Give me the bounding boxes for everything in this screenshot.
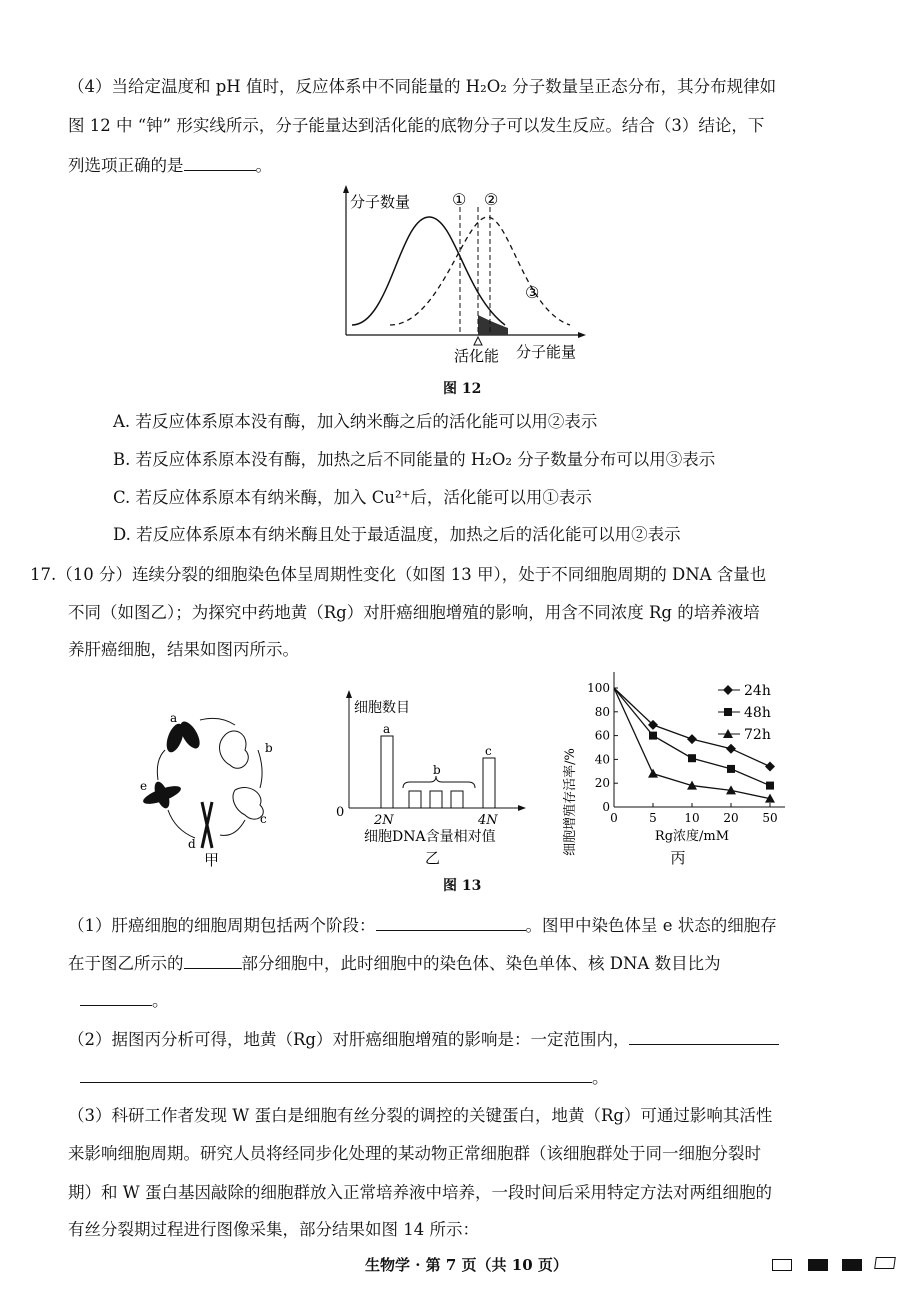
data-point-48h xyxy=(649,732,657,740)
answer-blank xyxy=(184,154,256,171)
y-axis-label: 细胞增殖存活率/% xyxy=(563,748,578,856)
data-point-48h xyxy=(727,765,735,773)
x-tick-label: 50 xyxy=(762,811,778,825)
data-point-48h xyxy=(688,754,696,762)
q17-line1: 17.（10 分）连续分裂的细胞染色体呈周期性变化（如图 13 甲），处于不同细胞周期的 DNA 含量也 xyxy=(30,565,767,584)
text: 部分细胞中，此时细胞中的染色体、染色单体、核 DNA 数目比为 xyxy=(241,954,721,973)
stage-d: d xyxy=(188,837,196,851)
mark-1: ① xyxy=(452,190,467,209)
x-axis-label: 细胞DNA含量相对值 xyxy=(364,829,496,845)
figure-13-caption: 图 13 xyxy=(443,878,482,894)
bing-label: 丙 xyxy=(670,849,686,867)
text: 。 xyxy=(255,156,272,175)
mark-2: ② xyxy=(484,190,499,209)
q17-3-line3: 期）和 W 蛋白基因敲除的细胞群放入正常培养液中培养，一段时间后采用特定方法对两组细胞的 xyxy=(68,1183,772,1202)
y-axis-label: 分子数量 xyxy=(350,193,411,211)
option-d: D. 若反应体系原本有纳米酶且处于最适温度，加热之后的活化能可以用②表示 xyxy=(113,525,681,544)
yi-label: 乙 xyxy=(425,849,441,867)
q17-3-line4: 有丝分裂期过程进行图像采集，部分结果如图 14 所示： xyxy=(68,1220,479,1239)
q17-line3: 养肝癌细胞，结果如图丙所示。 xyxy=(68,640,299,659)
text: （2）据图丙分析可得，地黄（Rg）对肝癌细胞增殖的影响是：一定范围内， xyxy=(68,1030,630,1049)
tick-4n: 4N xyxy=(478,813,498,828)
y-tick-label: 100 xyxy=(587,681,610,695)
q17-3-line1: （3）科研工作者发现 W 蛋白是细胞有丝分裂的调控的关键蛋白，地黄（Rg）可通过影响其活性 xyxy=(68,1106,773,1125)
answer-blank xyxy=(629,1028,779,1045)
registration-mark-icon xyxy=(842,1259,862,1271)
q17-1-line3 xyxy=(80,989,169,1012)
q16-4-line1: （4）当给定温度和 pH 值时，反应体系中不同能量的 H₂O₂ 分子数量呈正态分布，其分布规律如 xyxy=(68,77,777,96)
x-tick-label: 10 xyxy=(684,811,700,825)
bar-label-a: a xyxy=(383,722,391,736)
registration-mark-icon xyxy=(772,1259,792,1271)
tick-2n: 2N xyxy=(374,813,394,828)
legend-label: 48h xyxy=(744,705,771,721)
answer-blank xyxy=(80,989,152,1006)
data-point-24h xyxy=(726,744,736,754)
mark-3: ③ xyxy=(525,283,540,302)
x-tick-label: 0 xyxy=(610,811,618,825)
q17-line2: 不同（如图乙）；为探究中药地黄（Rg）对肝癌细胞增殖的影响，用含不同浓度 Rg 的培养液培 xyxy=(68,603,760,622)
text: （1）肝癌细胞的细胞周期包括两个阶段： xyxy=(68,916,376,935)
registration-mark-icon xyxy=(808,1259,828,1271)
figure-13-jia xyxy=(120,690,300,870)
y-tick-label: 0 xyxy=(602,800,610,814)
x-axis-label: Rg浓度/mM xyxy=(654,829,730,844)
bar-label-c: c xyxy=(485,744,492,758)
x-tick-label: 5 xyxy=(649,811,657,825)
stage-c: c xyxy=(260,812,267,826)
answer-blank xyxy=(376,914,526,931)
jia-label: 甲 xyxy=(204,851,220,869)
activation-marker-icon xyxy=(474,337,482,345)
legend-marker-48h xyxy=(724,708,732,716)
page-footer: 生物学 · 第 7 页（共 10 页） xyxy=(365,1256,568,1274)
option-c: C. 若反应体系原本有纳米酶，加入 Cu²⁺后，活化能可以用①表示 xyxy=(113,488,592,507)
y-axis-label: 细胞数目 xyxy=(354,700,410,716)
figure-13-bing-chart xyxy=(560,670,800,870)
data-point-24h xyxy=(765,762,775,772)
origin-label: 0 xyxy=(336,805,345,820)
text: 在于图乙所示的 xyxy=(68,954,184,973)
stage-a: a xyxy=(170,711,178,725)
data-point-24h xyxy=(687,734,697,744)
registration-mark-icon xyxy=(874,1257,896,1269)
y-tick-label: 80 xyxy=(594,704,610,719)
text: 。图甲中染色体呈 e 状态的细胞存 xyxy=(525,916,777,935)
q17-2-line2 xyxy=(80,1066,609,1089)
text: 。 xyxy=(592,1068,609,1087)
q17-2-line1 xyxy=(68,1028,779,1051)
activation-energy-label: 活化能 xyxy=(454,347,500,365)
option-a: A. 若反应体系原本没有酶，加入纳米酶之后的活化能可以用②表示 xyxy=(113,412,598,431)
legend-label: 72h xyxy=(744,727,771,743)
q16-4-line3 xyxy=(68,154,272,177)
x-axis-label: 分子能量 xyxy=(516,343,577,361)
figure-13-yi xyxy=(330,690,530,870)
figure-12-caption: 图 12 xyxy=(443,381,482,397)
legend-marker-24h xyxy=(723,685,733,695)
q17-1-line1 xyxy=(68,914,777,937)
q17-1-line2 xyxy=(68,952,721,975)
data-point-48h xyxy=(766,782,774,790)
stage-e: e xyxy=(140,779,148,793)
answer-blank xyxy=(184,952,242,969)
text: 列选项正确的是 xyxy=(68,156,184,175)
figure-12 xyxy=(330,185,590,375)
legend-label: 24h xyxy=(744,683,771,699)
y-tick-label: 40 xyxy=(594,752,610,767)
text: 。 xyxy=(152,991,169,1010)
stage-b: b xyxy=(265,741,273,755)
bar-label-b: b xyxy=(433,763,441,777)
q16-4-line2: 图 12 中 “钟” 形实线所示，分子能量达到活化能的底物分子可以发生反应。结合（3）结论，下 xyxy=(68,116,765,135)
y-tick-label: 20 xyxy=(594,776,610,791)
answer-blank xyxy=(80,1066,592,1083)
y-tick-label: 60 xyxy=(594,728,610,743)
option-b: B. 若反应体系原本没有酶，加热之后不同能量的 H₂O₂ 分子数量分布可以用③表示 xyxy=(113,450,716,469)
data-point-72h xyxy=(648,769,658,778)
q17-3-line2: 来影响细胞周期。研究人员将经同步化处理的某动物正常细胞群（该细胞群处于同一细胞分裂时 xyxy=(68,1144,761,1163)
x-tick-label: 20 xyxy=(723,811,739,825)
